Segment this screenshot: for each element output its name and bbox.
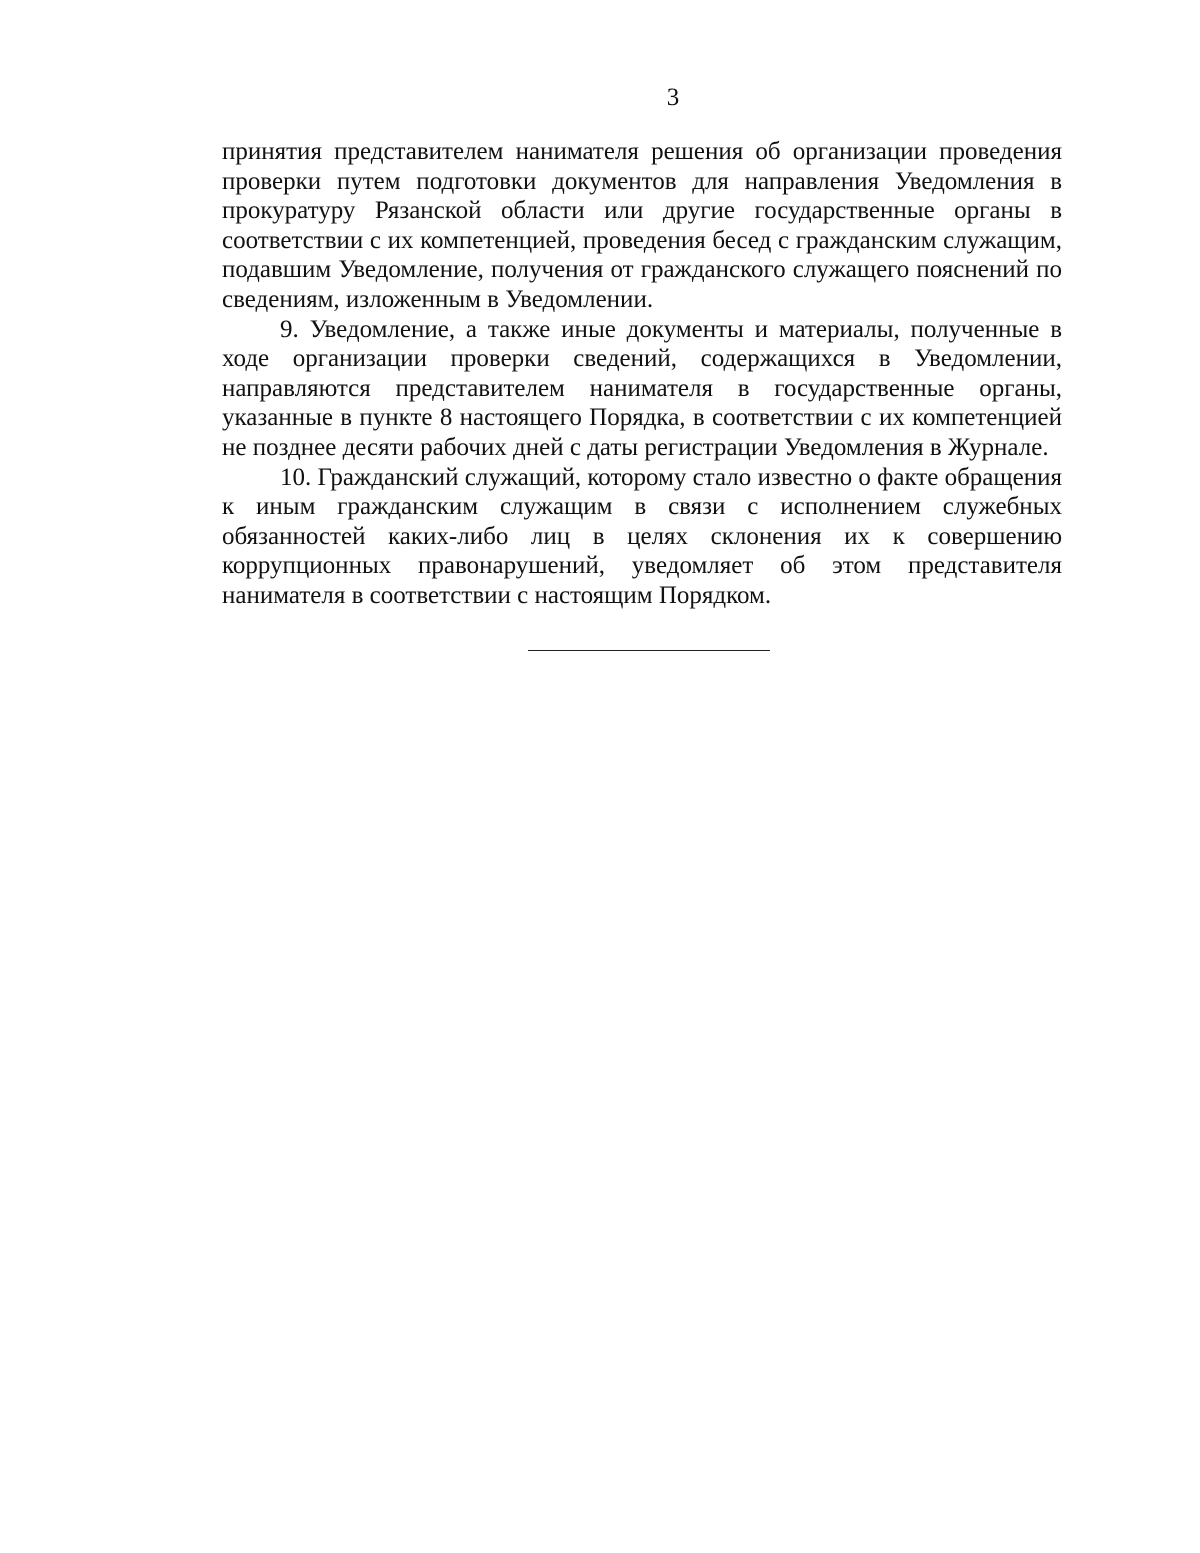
paragraph-continuation: принятия представителем нанимателя решения об организации проведения проверки путем подготовки документов для направления Уведомления в прокуратуру Рязанской области или другие государственные органы в соответствии с их компетенцией, проведения бесед с гражданским служащим, подавшим Уведомление, получения от гражданского служащего пояснений по сведениям, изложенным в Уведомлении. [222, 138, 1062, 313]
paragraph-item-9: 9. Уведомление, а также иные документы и материалы, полученные в ходе организации проверки сведений, содержащихся в Уведомлении, направляются представителем нанимателя в государственные органы, указанные в пункте 8 настоящего Порядка, в соответствии с их компетенцией не позднее десяти рабочих дней с даты регистрации Уведомления в Журнале. [222, 315, 1062, 461]
page-number: 3 [666, 84, 680, 111]
end-of-document-line [528, 650, 770, 651]
document-body [222, 137, 1062, 611]
paragraph-item-10: 10. Гражданский служащий, которому стало известно о факте обращения к иным гражданским служащим в связи с исполнением служебных обязанностей каких-либо лиц в целях склонения их к совершению коррупционных правонарушений, уведомляет об этом представителя нанимателя в соответствии с настоящим Порядком. [222, 463, 1062, 609]
